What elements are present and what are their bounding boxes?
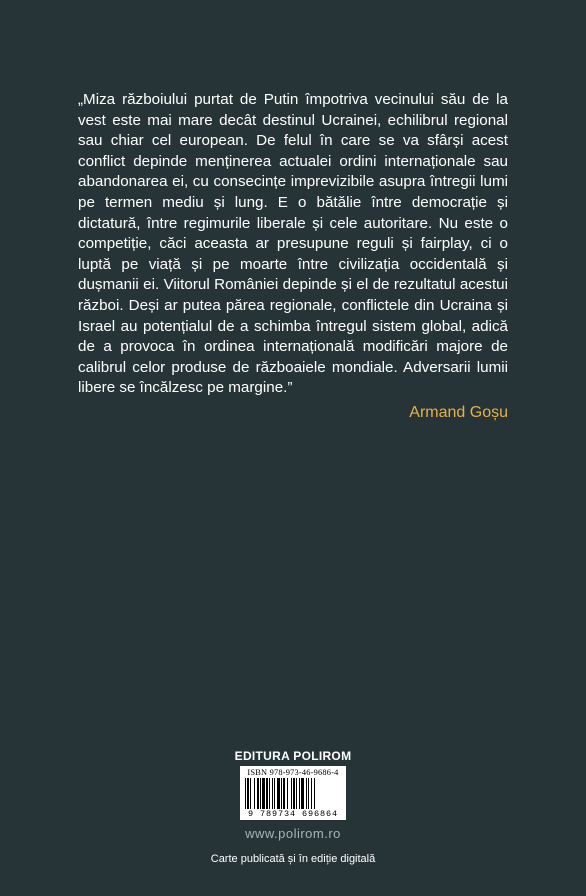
digital-edition-note: Carte publicată și în ediție digitală bbox=[210, 853, 376, 865]
barcode-bars bbox=[243, 778, 343, 810]
quote-author: Armand Goșu bbox=[409, 404, 508, 421]
isbn-barcode bbox=[240, 766, 346, 820]
publisher-website: www.polirom.ro bbox=[245, 826, 341, 841]
barcode-digits: 9 789734 696864 bbox=[247, 809, 338, 819]
back-cover-quote: „Miza războiului purtat de Putin împotriva vecinului său de la vest este mai mare decât destinul Ucrainei, echilibrul regional sau chiar cel european. De felul în care se va sfârși acest conflict depinde menținerea actualei ordini internaționale sau abandonarea ei, cu consecințe imprevizibile asupra întregii lumi pe termen mediu și lung. E o bătălie între democrație și dictatură, între regimurile liberale și cele autoritare. Nu este o competiție, căci aceasta ar presupune reguli și fairplay, ci o luptă pe viață și pe moarte între civilizația occidentală și dușmanii ei. Viitorul României depinde și el de rezultatul acestui război. Deși ar putea părea regionale, conflictele din Ucraina și Israel au potențialul de a schimba întregul sistem global, adică de a provoca în ordinea internațională modificări majore de calibrul celor produse de războaiele mondiale. Adversarii lumii libere se încălzesc pe margine.” bbox=[78, 91, 508, 397]
isbn-number: ISBN 978-973-46-9686-4 bbox=[247, 768, 339, 777]
publisher-name: EDITURA POLIROM bbox=[234, 749, 352, 763]
